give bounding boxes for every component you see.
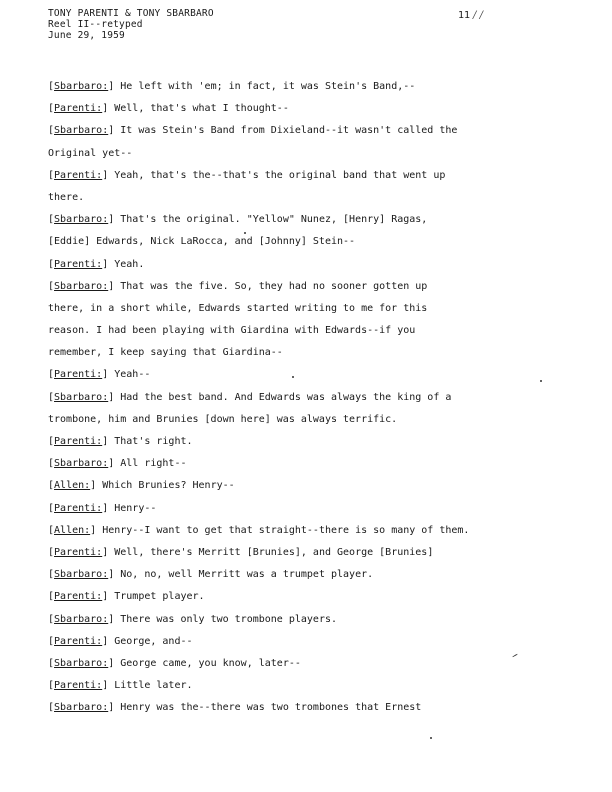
utterance-text: There was only two trombone players. (120, 613, 338, 625)
speaker-bracket-close: ] (108, 391, 121, 403)
speaker-name: Parenti: (54, 436, 103, 447)
speaker-bracket-close: ] (102, 680, 115, 692)
header-interviewees: TONY PARENTI & TONY SBARBARO (48, 8, 214, 19)
utterance-text: Yeah. (114, 258, 145, 270)
utterance-text: Original yet-- (48, 147, 133, 159)
speaker-bracket-open: [ (48, 214, 55, 226)
speaker-bracket-open: [ (48, 569, 55, 581)
speaker-bracket-open: [ (48, 635, 55, 647)
speaker-bracket-open: [ (48, 591, 55, 603)
speaker-name: Parenti: (54, 258, 103, 270)
speaker-name: Parenti: (54, 635, 103, 647)
utterance-text: reason. I had been playing with Giardina with Edwards--if you (48, 325, 416, 337)
scan-speck (540, 380, 542, 382)
speaker-name: Allen: (54, 524, 91, 536)
speaker-bracket-close: ] (102, 258, 115, 270)
speaker-bracket-open: [ (48, 280, 55, 292)
speaker-bracket-open: [ (48, 125, 55, 137)
page-number-typed: 11 (458, 10, 471, 21)
transcript-line-parenti (48, 254, 578, 276)
speaker-name: Parenti: (54, 502, 103, 514)
utterance-text: That's the original. "Yellow" Nunez, [Henry] Ragas, (120, 214, 428, 226)
transcript-line-sbarbaro (48, 387, 578, 409)
speaker-name: Sbarbaro: (54, 391, 109, 403)
speaker-bracket-open: [ (48, 458, 55, 470)
transcript-line-sbarbaro (48, 276, 578, 298)
speaker-bracket-close: ] (90, 524, 103, 536)
speaker-bracket-close: ] (108, 280, 121, 292)
speaker-name: Sbarbaro: (54, 125, 109, 137)
speaker-bracket-open: [ (48, 524, 55, 536)
transcript-line-parenti (48, 364, 578, 386)
transcript-line-sbarbaro (48, 453, 578, 475)
transcript-line-allen (48, 520, 578, 542)
utterance-text: there, in a short while, Edwards started writing to me for this (48, 302, 428, 314)
utterance-text: Had the best band. And Edwards was always the king of a (120, 391, 452, 403)
utterance-text: Which Brunies? Henry-- (102, 480, 235, 492)
speaker-bracket-open: [ (48, 502, 55, 514)
transcript-line-continuation (48, 409, 578, 431)
transcript-line-sbarbaro (48, 564, 578, 586)
transcript-line-parenti (48, 431, 578, 453)
transcript-line-continuation (48, 342, 578, 364)
speaker-bracket-close: ] (108, 613, 121, 625)
transcript-line-continuation (48, 320, 578, 342)
speaker-bracket-open: [ (48, 391, 55, 403)
speaker-bracket-open: [ (48, 480, 55, 492)
speaker-name: Parenti: (54, 680, 103, 692)
speaker-name: Sbarbaro: (54, 702, 109, 714)
document-header (48, 8, 214, 41)
utterance-text: [Eddie] Edwards, Nick LaRocca, and [Johnny] Stein-- (48, 236, 356, 248)
speaker-name: Parenti: (54, 591, 103, 603)
speaker-bracket-close: ] (108, 81, 121, 92)
transcript-line-parenti (48, 631, 578, 653)
speaker-bracket-close: ] (102, 635, 115, 647)
utterance-text: Yeah-- (114, 369, 151, 381)
speaker-bracket-open: [ (48, 436, 55, 447)
speaker-name: Parenti: (54, 369, 103, 381)
transcript-line-continuation (48, 298, 578, 320)
speaker-bracket-close: ] (102, 169, 115, 181)
transcript-line-sbarbaro (48, 609, 578, 631)
speaker-bracket-close: ] (102, 591, 115, 603)
header-date: June 29, 1959 (48, 30, 125, 41)
utterance-text: That's right. (114, 436, 193, 447)
utterance-text: Trumpet player. (114, 591, 205, 603)
utterance-text: George, and-- (114, 635, 193, 647)
utterance-text: That was the five. So, they had no sooner gotten up (120, 280, 428, 292)
transcript-line-parenti (48, 675, 578, 697)
transcript-line-sbarbaro (48, 76, 578, 98)
utterance-text: trombone, him and Brunies [down here] was always terrific. (48, 413, 398, 425)
utterance-text: George came, you know, later-- (120, 657, 301, 669)
speaker-name: Parenti: (54, 546, 103, 558)
speaker-bracket-open: [ (48, 657, 55, 669)
utterance-text: He left with 'em; in fact, it was Stein's Band,-- (120, 81, 416, 92)
speaker-name: Parenti: (54, 103, 103, 115)
utterance-text: Henry-- (114, 502, 157, 514)
speaker-bracket-open: [ (48, 81, 55, 92)
speaker-bracket-open: [ (48, 613, 55, 625)
transcript-line-allen (48, 475, 578, 497)
utterance-text: Yeah, that's the--that's the original band that went up (114, 169, 446, 181)
speaker-bracket-close: ] (102, 103, 115, 115)
utterance-text: Henry was the--there was two trombones that Ernest (120, 702, 422, 714)
speaker-bracket-close: ] (108, 214, 121, 226)
transcript-line-parenti (48, 165, 578, 187)
speaker-bracket-close: ] (108, 569, 121, 581)
speaker-bracket-close: ] (108, 657, 121, 669)
speaker-bracket-open: [ (48, 103, 55, 115)
utterance-text: Well, there's Merritt [Brunies], and George [Brunies] (114, 546, 434, 558)
speaker-bracket-open: [ (48, 258, 55, 270)
speaker-bracket-open: [ (48, 702, 55, 714)
speaker-bracket-open: [ (48, 546, 55, 558)
speaker-bracket-close: ] (108, 125, 121, 137)
speaker-bracket-open: [ (48, 369, 55, 381)
speaker-bracket-open: [ (48, 169, 55, 181)
transcript-line-continuation (48, 231, 578, 253)
transcript-line-continuation (48, 187, 578, 209)
transcript-line-sbarbaro (48, 697, 578, 719)
transcript-line-parenti (48, 498, 578, 520)
utterance-text: remember, I keep saying that Giardina-- (48, 347, 283, 359)
speaker-bracket-open: [ (48, 680, 55, 692)
speaker-bracket-close: ] (102, 502, 115, 514)
speaker-name: Sbarbaro: (54, 569, 109, 581)
utterance-text: It was Stein's Band from Dixieland--it wasn't called the (120, 125, 458, 137)
transcript-line-sbarbaro (48, 120, 578, 142)
speaker-name: Sbarbaro: (54, 458, 109, 470)
transcript-line-parenti (48, 542, 578, 564)
scan-speck (292, 376, 294, 378)
speaker-bracket-close: ] (102, 436, 115, 447)
transcript-line-continuation (48, 143, 578, 165)
utterance-text: there. (48, 191, 85, 203)
scan-speck (244, 232, 246, 234)
speaker-bracket-close: ] (90, 480, 103, 492)
speaker-bracket-close: ] (108, 458, 121, 470)
speaker-name: Sbarbaro: (54, 657, 109, 669)
transcript-line-sbarbaro (48, 653, 578, 675)
scan-speck (430, 737, 432, 739)
utterance-text: Henry--I want to get that straight--there is so many of them. (102, 524, 470, 536)
speaker-bracket-close: ] (108, 702, 121, 714)
speaker-bracket-close: ] (102, 546, 115, 558)
speaker-bracket-close: ] (102, 369, 115, 381)
transcript-line-sbarbaro (48, 209, 578, 231)
speaker-name: Allen: (54, 480, 91, 492)
header-reel: Reel II--retyped (48, 19, 143, 30)
speaker-name: Sbarbaro: (54, 214, 109, 226)
transcript-line-parenti (48, 98, 578, 120)
utterance-text: No, no, well Merritt was a trumpet player. (120, 569, 374, 581)
speaker-name: Sbarbaro: (54, 81, 109, 92)
transcript-line-parenti (48, 586, 578, 608)
transcript-body (48, 76, 578, 719)
page-number-handwritten: / / (473, 10, 483, 21)
speaker-name: Sbarbaro: (54, 280, 109, 292)
speaker-name: Parenti: (54, 169, 103, 181)
utterance-text: Well, that's what I thought-- (114, 103, 289, 115)
utterance-text: All right-- (120, 458, 187, 470)
speaker-name: Sbarbaro: (54, 613, 109, 625)
utterance-text: Little later. (114, 680, 193, 692)
page-number (458, 10, 483, 21)
